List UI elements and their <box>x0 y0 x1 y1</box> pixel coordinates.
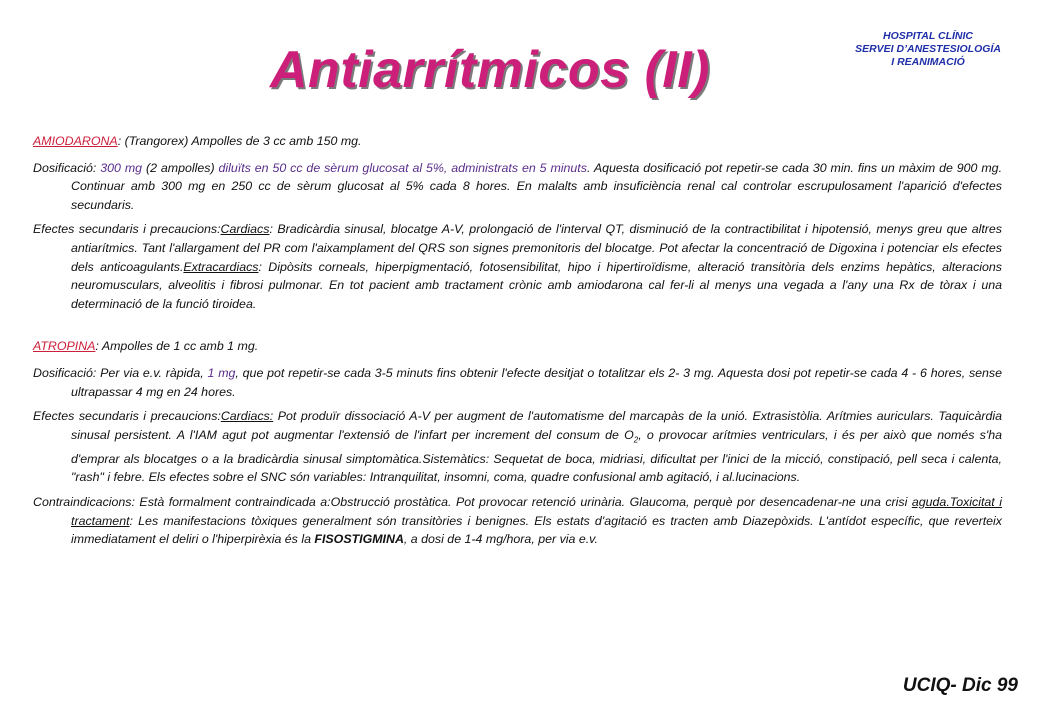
extracardiacs-heading: Extracardiacs <box>183 259 259 274</box>
atropina-intro <box>33 337 1002 356</box>
page-title: Antiarrítmicos (II) <box>270 41 710 99</box>
footer-label: UCIQ- Dic 99 <box>902 675 1018 696</box>
antidote-name: FISOSTIGMINA <box>314 532 404 547</box>
extracardiacs-text: : Dipòsits corneals, hiperpigmentació, fotosensibilitat, hipo i hipertiroïdisme, alteració transitòria dels enzims hepàtics, alteracions neuromusculars, alveolitis i fibrosi pulmonar. En tot pacient amb tractament crònic amb amiodarona cal fer-li al menys una vegada a l'any una Rx de tòrax i una determinació de la funció tiroidea. <box>71 259 1002 311</box>
atropina-effects <box>33 407 1002 487</box>
amiodarona-intro-text: : (Trangorex) Ampolles de 3 cc amb 150 mg. <box>117 134 362 148</box>
atropina-name: ATROPINA <box>33 339 96 354</box>
atropina-dosage <box>33 364 1002 401</box>
contra-text-c: , a dosi de 1-4 mg/hora, per via e.v. <box>403 532 598 547</box>
dosage-label: Dosificació: Per via e.v. ràpida, <box>33 365 208 380</box>
amiodarona-name: AMIODARONA <box>33 134 118 148</box>
toxicity-heading: aguda.Toxicitat i tractament <box>71 494 1002 528</box>
hospital-line-3: I REANIMACIÓ <box>891 56 965 68</box>
dosage-label: Dosificació: <box>33 160 101 175</box>
dosage-text-b: , que pot repetir-se cada 3-5 minuts fins obtenir l'efecte desitjat o totalitzar els 2- 3 mg. Aquesta dosi pot repetir-se cada 4 - 6 hores, sense ultrapassar 4 mg en 24 hores. <box>71 365 1003 399</box>
dosage-text-c: . Aquesta dosificació pot repetir-se cada 30 min. fins un màxim de 900 mg. Continuar amb 300 mg en 250 cc de sèrum glucosat al 5% cada 8 hores. En malalts amb insuficiència renal cal controlar escrupulosament l'aparició d'efectes secundaris. <box>71 160 1003 212</box>
contra-text-b: : Les manifestacions tòxiques generalment són transitòries i benignes. Els estats d'agitació es tracten amb Diazepòxids. L'antídot específic, que reverteix immediatament el deliri o l'hiperpirèxia és la <box>71 513 1002 547</box>
amiodarona-intro <box>33 132 1002 151</box>
amiodarona-dosage <box>33 159 1002 215</box>
slide-content <box>33 132 1002 555</box>
atropina-dose: 1 mg <box>207 365 236 380</box>
amiodarona-dose: 300 mg <box>100 160 143 175</box>
cardiacs-text: : Bradicàrdia sinusal, blocatge A-V, prolongació de l'interval QT, disminució de la contractibilitat i hipotensió, menys greu que altres antiarítmics. Tant l'allargament del PR com l'aixamplament del QRS son signes premonitoris del blocatge. Pot afectar la concentració de Digoxina i potenciar els efectes dels anticoagulants. <box>71 222 1002 274</box>
hospital-header <box>840 30 1016 69</box>
contra-text-a: Contraindicacions: Està formalment contraindicada a:Obstrucció prostàtica. Pot provocar retenció urinària. Glaucoma, perquè por desencadenar-ne una crisi <box>33 494 912 509</box>
effects-text-c: , o provocar arítmies ventriculars, i és per això que només s'ha d'emprar als blocatges o a la bradicàrdia sinusal simptomàtica.Sistemàtics: Sequetat de boca, midriasi, dificultat per l'inici de la micció, constipació, pell seca i calenta, "rash" i febre. Els efectes sobre el SNC són variables: Intranquilitat, insomni, coma, quadre confusional amb agitació, i al.lucinacions. <box>71 427 1002 485</box>
hospital-line-2: SERVEI D’ANESTESIOLOGÍA <box>855 43 1001 55</box>
dosage-dilution: diluïts en 50 cc de sèrum glucosat al 5%, administrats en 5 minuts <box>218 160 587 175</box>
hospital-line-1: HOSPITAL CLÍNIC <box>882 30 974 42</box>
cardiacs-heading: Cardiacs: <box>220 409 274 424</box>
cardiacs-text: Pot produïr dissociació A-V per augment de l'automatisme del marcapàs de la unió. Extrasistòlia. Arítmies auriculars. Taquicàrdia sinusal persistent. A l'IAM agut pot augmentar l'extensió de l'infart per increment del consum de O <box>71 409 1003 442</box>
amiodarona-effects <box>33 220 1002 313</box>
cardiacs-heading: Cardiacs <box>220 222 270 237</box>
effects-label: Efectes secundaris i precaucions: <box>33 222 221 237</box>
atropina-intro-text: : Ampolles de 1 cc amb 1 mg. <box>95 339 259 354</box>
effects-label: Efectes secundaris i precaucions: <box>33 409 221 424</box>
atropina-contraindications <box>33 493 1002 549</box>
dosage-text-b: (2 ampolles) <box>142 160 219 175</box>
oxygen-subscript: 2 <box>633 435 639 445</box>
section-gap <box>33 319 1002 337</box>
